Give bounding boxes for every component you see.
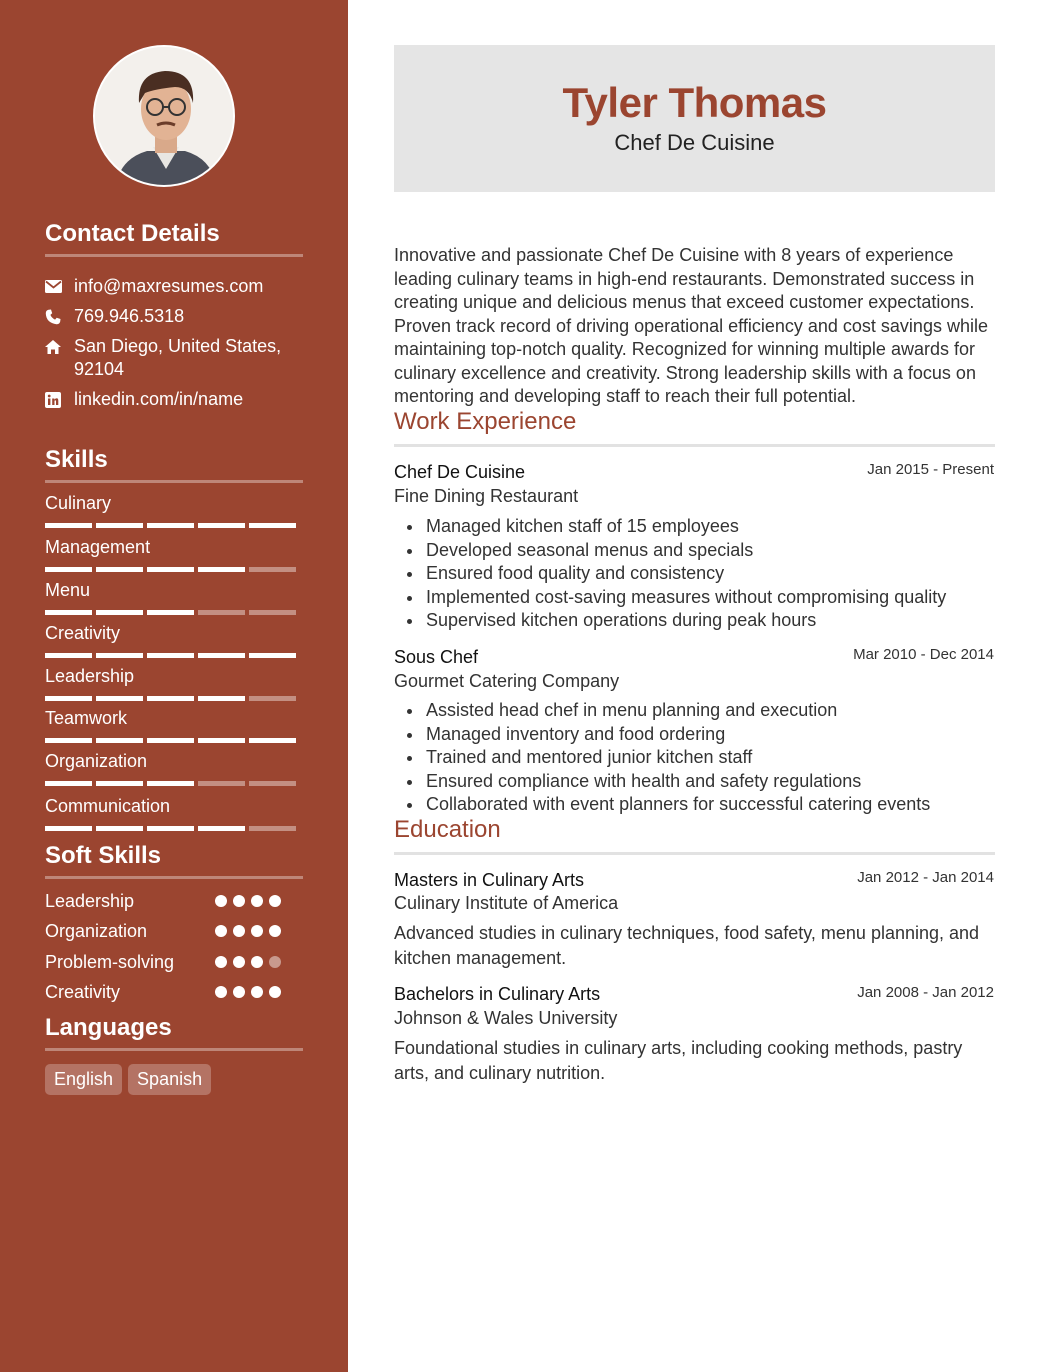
soft-skill-row (45, 952, 303, 973)
address-line2: 92104 (74, 359, 125, 379)
soft-skill-row (45, 891, 303, 912)
school-name: Culinary Institute of America (394, 893, 619, 913)
skill-segment (249, 738, 296, 743)
skill-segment (198, 738, 245, 743)
list-item: Trained and mentored junior kitchen staff (426, 746, 996, 770)
rating-dot (215, 895, 227, 907)
job-company: Fine Dining Restaurant (394, 486, 579, 506)
degree-title: Bachelors in Culinary Arts (394, 984, 601, 1004)
avatar (95, 47, 235, 187)
skill-segment (147, 610, 194, 615)
skill-segment (96, 696, 143, 701)
skill-segment (45, 567, 92, 572)
skill-level-bar (45, 738, 296, 743)
list-item: Ensured food quality and consistency (426, 562, 996, 586)
contact-email[interactable] (45, 275, 263, 298)
skill-segment (96, 781, 143, 786)
skill-segment (45, 738, 92, 743)
candidate-name: Tyler Thomas (562, 79, 827, 126)
degree-dates: Jan 2008 - Jan 2012 (857, 984, 994, 1001)
job-dates: Jan 2015 - Present (867, 461, 994, 478)
rating-dot (233, 956, 245, 968)
school-name: Johnson & Wales University (394, 1008, 618, 1028)
skill-level-bar (45, 610, 296, 615)
skill-segment (249, 653, 296, 658)
job-bullets (426, 515, 996, 633)
soft-skill-label: Leadership (45, 891, 135, 911)
soft-skill-rating (215, 986, 281, 998)
skill-level-bar (45, 696, 296, 701)
list-item: Assisted head chef in menu planning and execution (426, 699, 996, 723)
rating-dot (233, 986, 245, 998)
skill-segment (198, 781, 245, 786)
skill-segment (147, 653, 194, 658)
skill-segment (96, 826, 143, 831)
degree-title: Masters in Culinary Arts (394, 870, 585, 890)
profile-photo (93, 45, 235, 187)
rating-dot (269, 986, 281, 998)
list-item: Supervised kitchen operations during peak hours (426, 609, 996, 633)
skill-segment (45, 610, 92, 615)
skills-heading: Skills (45, 446, 303, 483)
language-pill: Spanish (128, 1064, 211, 1095)
candidate-title: Chef De Cuisine (614, 130, 775, 155)
skill-segment (45, 781, 92, 786)
skill-segment (45, 826, 92, 831)
rating-dot (269, 895, 281, 907)
list-item: Managed kitchen staff of 15 employees (426, 515, 996, 539)
list-item: Collaborated with event planners for successful catering events (426, 793, 996, 817)
skill-segment (198, 653, 245, 658)
summary-text: Innovative and passionate Chef De Cuisine with 8 years of experience leading culinary teams in high-end restaurants. Demonstrated success in creating unique and delicious menus that exceed customer expectations. Proven track record of driving operational efficiency and cost savings while maintaining top-notch quality. Recognized for winning multiple awards for culinary excellence and creativity. Strong leadership skills with a focus on mentoring and developing staff to reach their full potential. (394, 245, 988, 406)
skill-segment (45, 696, 92, 701)
rating-dot (215, 986, 227, 998)
languages-list (45, 1064, 303, 1095)
header-box (394, 45, 995, 192)
email-text[interactable]: info@maxresumes.com (74, 276, 264, 296)
skill-label: Culinary (45, 493, 112, 513)
soft-skill-row (45, 982, 303, 1003)
language-pill: English (45, 1064, 122, 1095)
soft-skills-section (45, 842, 303, 1002)
languages-heading: Languages (45, 1014, 303, 1051)
skill-segment (198, 826, 245, 831)
skill-label: Menu (45, 580, 91, 600)
rating-dot (215, 956, 227, 968)
sidebar (0, 0, 348, 1372)
skill-segment (147, 567, 194, 572)
skill-segment (249, 567, 296, 572)
skill-segment (249, 781, 296, 786)
list-item: Implemented cost-saving measures without compromising quality (426, 586, 996, 610)
job-bullets (426, 699, 996, 817)
linkedin-text[interactable]: linkedin.com/in/name (74, 389, 244, 409)
phone-text[interactable]: 769.946.5318 (74, 306, 185, 326)
skill-segment (45, 523, 92, 528)
soft-skill-row (45, 921, 303, 942)
skill-segment (96, 523, 143, 528)
soft-skill-label: Organization (45, 921, 148, 941)
languages-section (45, 1014, 303, 1095)
rating-dot (215, 925, 227, 937)
skill-segment (198, 523, 245, 528)
work-experience-heading: Work Experience (394, 408, 995, 447)
skill-segment (96, 738, 143, 743)
skill-segment (147, 781, 194, 786)
job-title: Sous Chef (394, 647, 479, 667)
skill-label: Leadership (45, 666, 135, 686)
skill-level-bar (45, 826, 296, 831)
home-icon (45, 335, 74, 358)
job-dates: Mar 2010 - Dec 2014 (853, 646, 994, 663)
skill-label: Organization (45, 751, 148, 771)
skill-segment (96, 567, 143, 572)
list-item: Ensured compliance with health and safety regulations (426, 770, 996, 794)
contact-phone[interactable] (45, 305, 184, 328)
address-line1: San Diego, United States, (74, 336, 282, 356)
rating-dot (251, 895, 263, 907)
linkedin-icon (45, 388, 74, 411)
rating-dot (251, 986, 263, 998)
skill-segment (198, 696, 245, 701)
rating-dot (251, 956, 263, 968)
skill-segment (249, 826, 296, 831)
job-company: Gourmet Catering Company (394, 671, 620, 691)
rating-dot (269, 925, 281, 937)
skill-level-bar (45, 653, 296, 658)
skill-segment (198, 610, 245, 615)
list-item: Developed seasonal menus and specials (426, 539, 996, 563)
contact-heading: Contact Details (45, 220, 303, 257)
degree-description: Advanced studies in culinary techniques, food safety, menu planning, and kitchen management. (394, 923, 980, 968)
skills-section (45, 446, 303, 816)
skill-label: Creativity (45, 623, 121, 643)
skill-segment (45, 653, 92, 658)
contact-linkedin[interactable] (45, 388, 243, 411)
skill-label: Teamwork (45, 708, 128, 728)
skill-segment (147, 738, 194, 743)
skill-level-bar (45, 523, 296, 528)
list-item: Managed inventory and food ordering (426, 723, 996, 747)
envelope-icon (45, 275, 74, 298)
soft-skill-label: Problem-solving (45, 952, 175, 972)
phone-icon (45, 305, 74, 328)
soft-skill-label: Creativity (45, 982, 121, 1002)
soft-skill-rating (215, 956, 281, 968)
skill-label: Communication (45, 796, 171, 816)
rating-dot (233, 925, 245, 937)
skill-label: Management (45, 537, 151, 557)
rating-dot (269, 956, 281, 968)
rating-dot (233, 895, 245, 907)
soft-skill-rating (215, 895, 281, 907)
job-title: Chef De Cuisine (394, 462, 526, 482)
skill-segment (147, 523, 194, 528)
skill-segment (147, 826, 194, 831)
soft-skills-heading: Soft Skills (45, 842, 303, 879)
skill-segment (249, 610, 296, 615)
skill-level-bar (45, 567, 296, 572)
degree-dates: Jan 2012 - Jan 2014 (857, 869, 994, 886)
skill-segment (249, 523, 296, 528)
skill-segment (96, 610, 143, 615)
skill-segment (96, 653, 143, 658)
education-heading: Education (394, 816, 995, 855)
contact-section (45, 220, 303, 409)
skill-segment (249, 696, 296, 701)
skill-level-bar (45, 781, 296, 786)
contact-address (45, 335, 281, 381)
skill-segment (198, 567, 245, 572)
degree-description: Foundational studies in culinary arts, including cooking methods, pastry arts, and culinary nutrition. (394, 1038, 963, 1083)
skill-segment (147, 696, 194, 701)
soft-skill-rating (215, 925, 281, 937)
rating-dot (251, 925, 263, 937)
